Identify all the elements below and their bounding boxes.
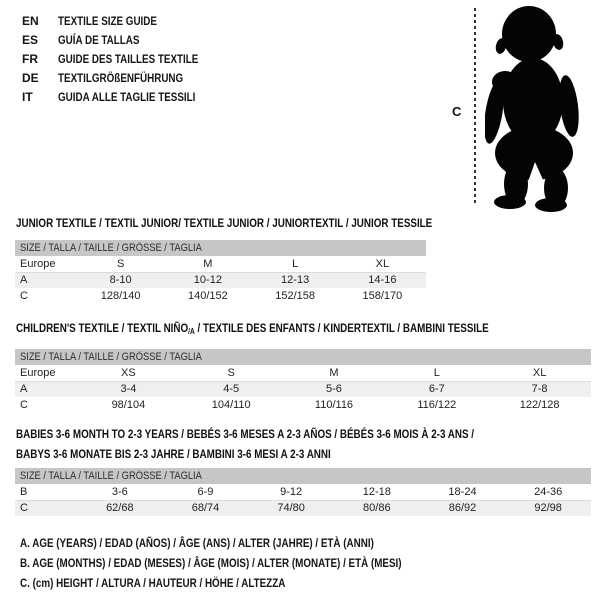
legend-notes bbox=[20, 533, 485, 593]
cell: 140/152 bbox=[187, 289, 228, 302]
table-row-europe bbox=[15, 365, 591, 382]
language-row-es bbox=[22, 30, 229, 49]
cell: 5-6 bbox=[326, 383, 342, 396]
language-row-en bbox=[22, 11, 229, 30]
cell: 6-9 bbox=[197, 485, 214, 498]
row-label: A bbox=[20, 383, 28, 396]
babies-section-title bbox=[16, 424, 575, 464]
cell: 80/86 bbox=[363, 502, 391, 515]
cell: 6-7 bbox=[428, 383, 445, 396]
row-label: C bbox=[20, 502, 28, 515]
cell: 12-18 bbox=[362, 485, 391, 498]
row-label: A bbox=[20, 274, 28, 287]
cell: M bbox=[203, 257, 213, 270]
note-age-months: B. AGE (MONTHS) / EDAD (MESES) / ÂGE (MOIS) / ALTER (MONATE) / ETÀ (MESI) bbox=[20, 556, 402, 570]
cell: 110/116 bbox=[314, 398, 354, 411]
language-row-fr bbox=[22, 49, 229, 68]
cell: 14-16 bbox=[368, 274, 397, 287]
row-label: Europe bbox=[20, 257, 56, 270]
cell: 62/68 bbox=[106, 502, 134, 515]
size-header-label: SIZE / TALLA / TAILLE / GRÖSSE / TAGLIA bbox=[20, 470, 202, 482]
babies-title-line2: BABYS 3-6 MONATE BIS 2-3 JAHRE / BAMBINI 3-6 MESI A 2-3 ANNI bbox=[16, 447, 331, 461]
table-row-age bbox=[15, 273, 426, 289]
title-subscript: /A bbox=[188, 327, 195, 336]
cell: 3-4 bbox=[120, 383, 137, 396]
cell: 104/110 bbox=[211, 398, 251, 411]
babies-size-table bbox=[15, 468, 591, 516]
cell: 98/104 bbox=[111, 398, 146, 411]
language-name: GUÍA DE TALLAS bbox=[58, 32, 140, 47]
note-age-years: A. AGE (YEARS) / EDAD (AÑOS) / ÂGE (ANS) / ALTER (JAHRE) / ETÀ (ANNI) bbox=[20, 536, 374, 550]
language-row-it bbox=[22, 87, 229, 106]
table-row-height bbox=[15, 397, 591, 413]
cell: 3-6 bbox=[111, 485, 128, 498]
cell: 86/92 bbox=[448, 502, 477, 515]
babies-title-line1: BABIES 3-6 MONTH TO 2-3 YEARS / BEBÉS 3-6 MESES A 2-3 AÑOS / BÉBÉS 3-6 MOIS À 2-3 ANS / bbox=[16, 427, 475, 441]
language-name: TEXTILE SIZE GUIDE bbox=[58, 13, 157, 28]
cell: 4-5 bbox=[223, 383, 240, 396]
cell: 8-10 bbox=[109, 274, 132, 287]
language-name: GUIDA ALLE TAGLIE TESSILI bbox=[58, 89, 196, 104]
table-row-age bbox=[15, 382, 591, 398]
language-code: EN bbox=[22, 13, 39, 28]
baby-silhouette bbox=[485, 4, 593, 212]
language-name: TEXTILGRÖßENFÜHRUNG bbox=[58, 70, 184, 85]
cell: L bbox=[433, 366, 440, 379]
children-section-title: CHILDREN'S TEXTILE / TEXTIL $NIÑO_{/A}$ / TEXTILE DES ENFANTS / KINDERTEXTIL / BAMBINI TESSILE bbox=[16, 321, 489, 336]
cell: 122/128 bbox=[519, 398, 560, 411]
cell: 92/98 bbox=[534, 502, 562, 515]
table-row-height bbox=[15, 288, 426, 304]
table-row-age-months bbox=[15, 484, 591, 501]
size-header-label: SIZE / TALLA / TAILLE / GRÖSSE / TAGLIA bbox=[20, 242, 202, 254]
children-size-table bbox=[15, 349, 591, 413]
row-label: Europe bbox=[20, 366, 56, 379]
size-header-bar bbox=[15, 468, 591, 484]
cell: XL bbox=[532, 366, 547, 379]
note-height-cm: C. (cm) HEIGHT / ALTURA / HAUTEUR / HÖHE / ALTEZZA bbox=[20, 576, 286, 590]
cell: S bbox=[116, 257, 125, 270]
size-header-label: SIZE / TALLA / TAILLE / GRÖSSE / TAGLIA bbox=[20, 351, 202, 363]
cell: 7-8 bbox=[531, 383, 548, 396]
language-code: FR bbox=[22, 51, 38, 66]
table-row-height bbox=[15, 501, 591, 517]
height-measure-label: C bbox=[452, 104, 462, 119]
language-code: DE bbox=[22, 70, 39, 85]
language-code: ES bbox=[22, 32, 39, 47]
cell: 116/122 bbox=[417, 398, 457, 411]
size-header-bar bbox=[15, 349, 591, 365]
row-label: C bbox=[20, 398, 28, 411]
cell: 12-13 bbox=[281, 274, 310, 287]
cell: 74/80 bbox=[277, 502, 305, 515]
height-dotted-line bbox=[474, 8, 476, 206]
cell: 9-12 bbox=[280, 485, 303, 498]
cell: 68/74 bbox=[191, 502, 220, 515]
cell: S bbox=[227, 366, 235, 379]
cell: 18-24 bbox=[448, 485, 477, 498]
table-row-europe bbox=[15, 256, 426, 273]
junior-size-table bbox=[15, 240, 426, 304]
cell: XL bbox=[375, 257, 390, 270]
cell: L bbox=[292, 257, 299, 270]
cell: 24-36 bbox=[534, 485, 563, 498]
language-row-de bbox=[22, 68, 229, 87]
cell: 10-12 bbox=[193, 274, 222, 287]
row-label: B bbox=[20, 485, 28, 498]
cell: 128/140 bbox=[100, 289, 141, 302]
cell: 152/158 bbox=[275, 289, 315, 302]
language-code: IT bbox=[22, 89, 33, 104]
size-header-bar bbox=[15, 240, 426, 256]
cell: 158/170 bbox=[362, 289, 403, 302]
language-name: GUIDE DES TAILLES TEXTILE bbox=[58, 51, 199, 66]
cell: M bbox=[329, 366, 339, 379]
row-label: C bbox=[20, 289, 28, 302]
junior-section-title: JUNIOR TEXTILE / TEXTIL JUNIOR/ TEXTILE JUNIOR / JUNIORTEXTIL / JUNIOR TESSILE bbox=[16, 216, 433, 230]
language-list bbox=[22, 11, 229, 106]
cell: XS bbox=[121, 366, 136, 379]
